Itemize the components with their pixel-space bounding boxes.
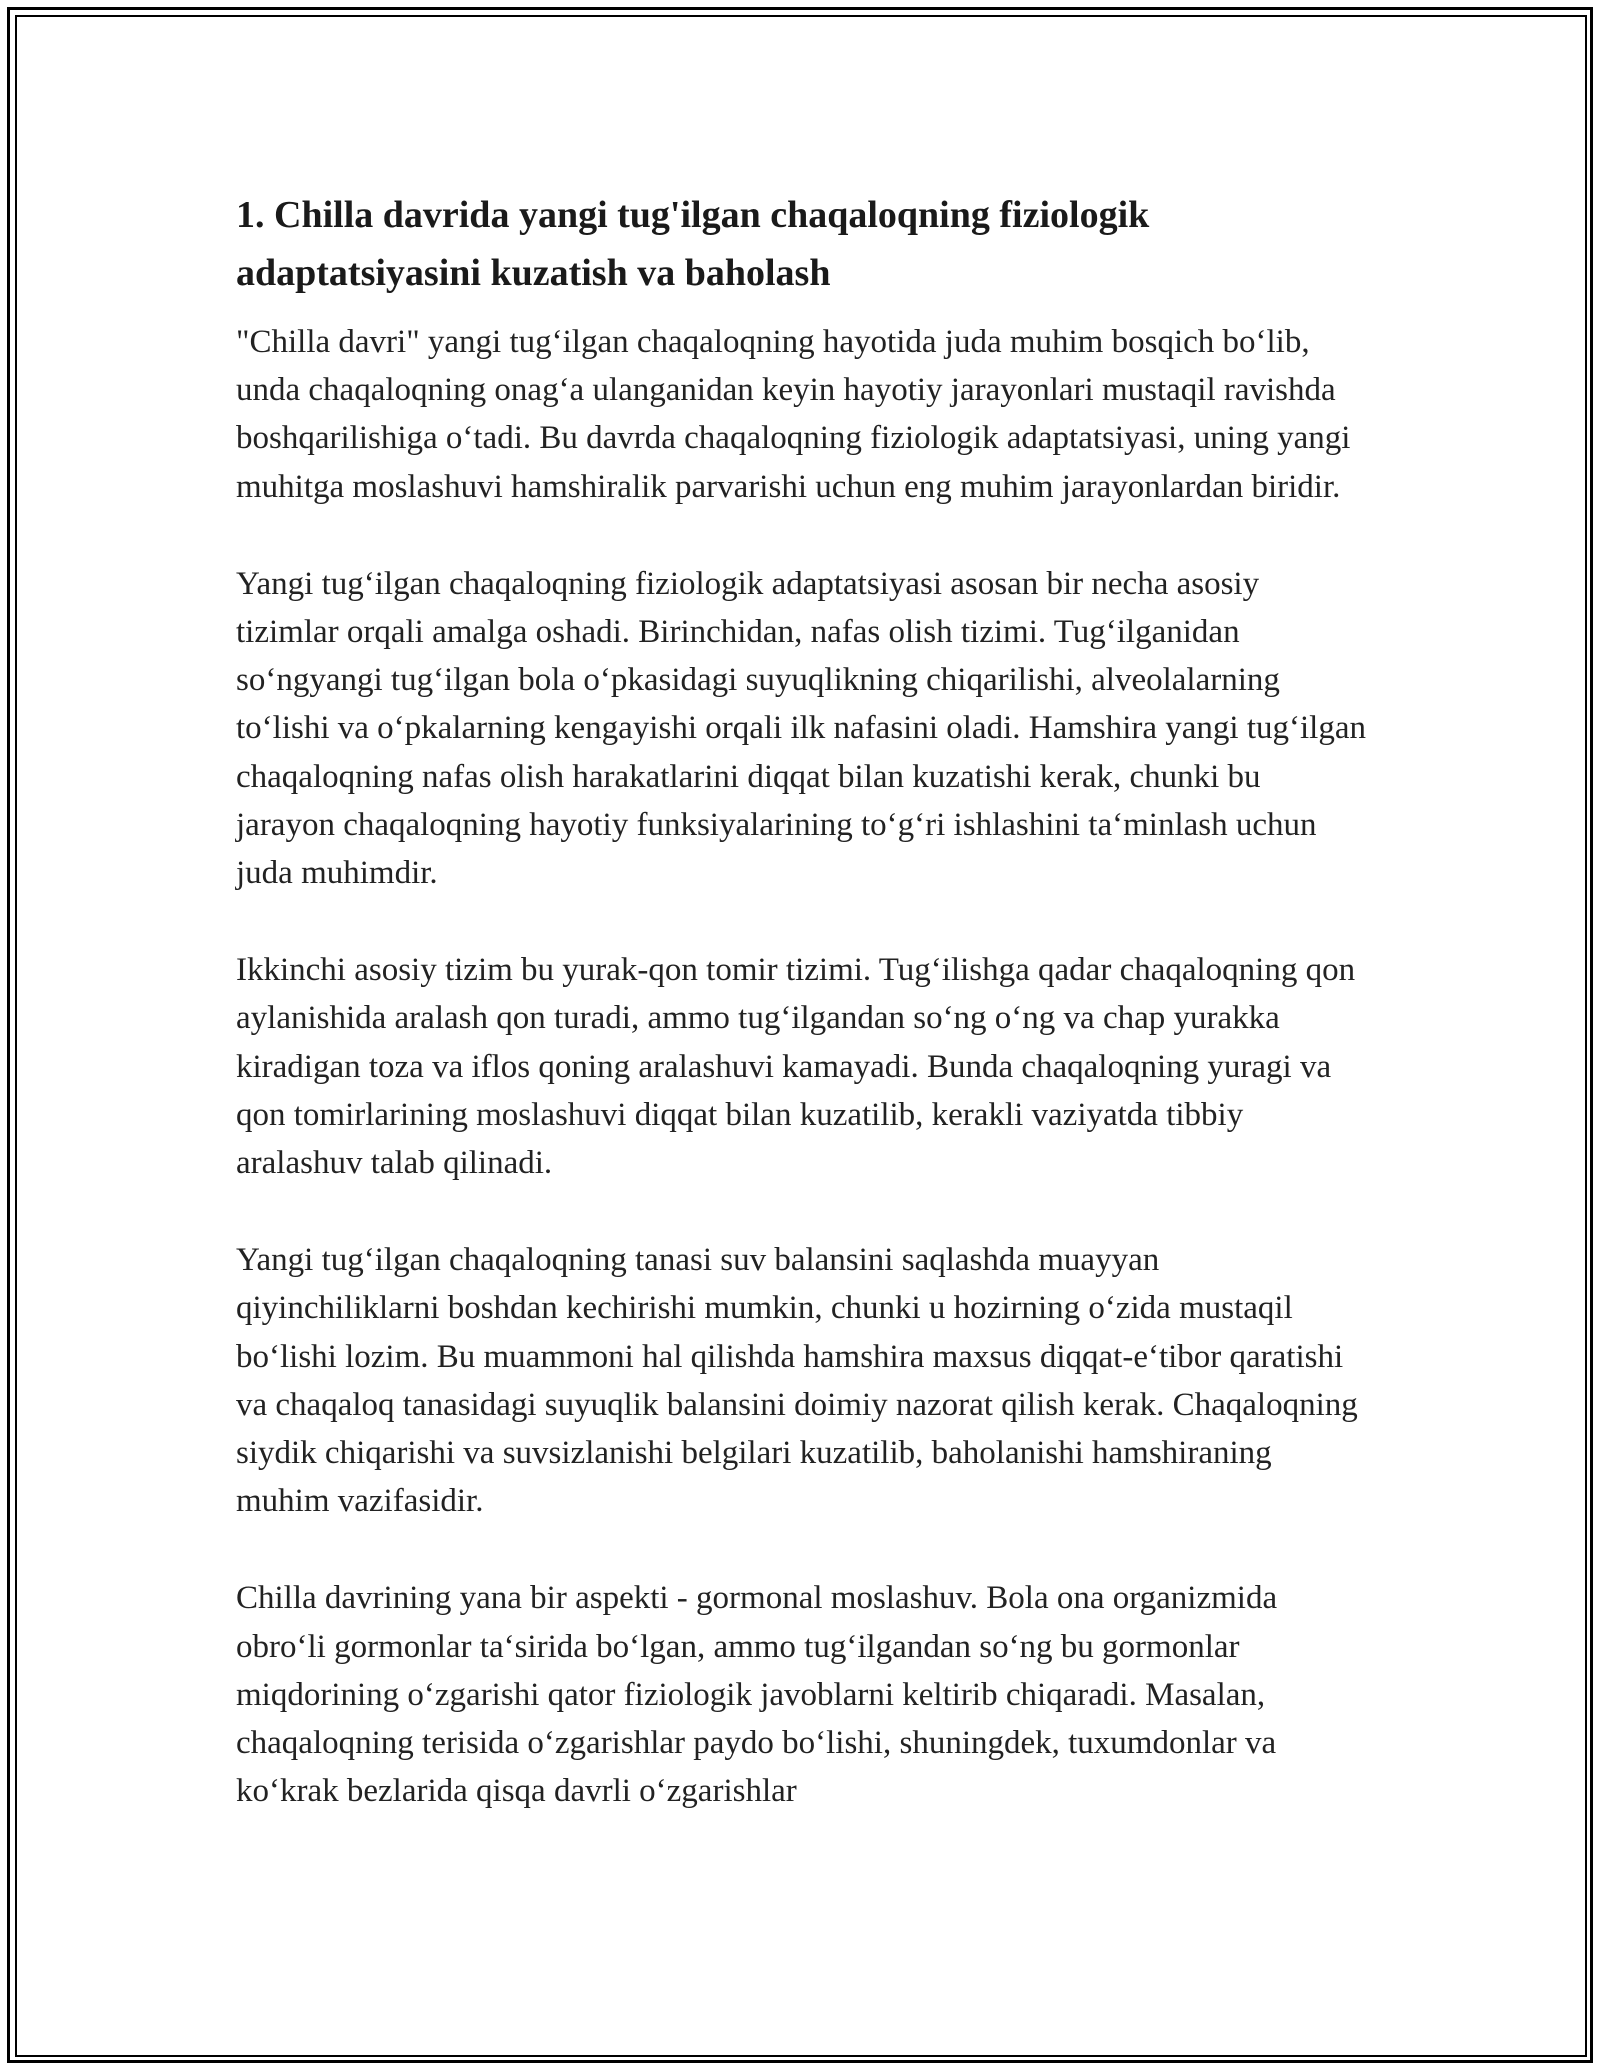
paragraph-fluid-balance: Yangi tug‘ilgan chaqaloqning tanasi suv balansini saqlashda muayyan qiyinchiliklarni boshdan kechirishi mumkin, chunki u hozirning o‘zida mustaqil bo‘lishi lozim. Bu muammoni hal qilishda hamshira maxsus diqqat-e‘tibor qaratishi va chaqaloq tanasidagi suyuqlik balansini doimiy nazorat qilish kerak. Chaqaloqning siydik chiqarishi va suvsizlanishi belgilari kuzatilib, baholanishi hamshiraning muhim vazifasidir. <box>236 1242 1358 1520</box>
paragraph-intro: "Chilla davri" yangi tug‘ilgan chaqaloqning hayotida juda muhim bosqich bo‘lib, unda chaqaloqning onag‘a ulanganidan keyin hayotiy jarayonlari mustaqil ravishda boshqarilishiga o‘tadi. Bu davrda chaqaloqning fiziologik adaptatsiyasi, uning yangi muhitga moslashuvi hamshiralik parvarishi uchun eng muhim jarayonlardan biridir. <box>236 324 1351 505</box>
paragraph-cardiovascular: Ikkinchi asosiy tizim bu yurak-qon tomir tizimi. Tug‘ilishga qadar chaqaloqning qon aylanishida aralash qon turadi, ammo tug‘ilgandan so‘ng o‘ng va chap yurakka kiradigan toza va iflos qoning aralashuvi kamayadi. Bunda chaqaloqning yuragi va qon tomirlarining moslashuvi diqqat bilan kuzatilib, kerakli vaziyatda tibbiy aralashuv talab qilinadi. <box>236 952 1356 1182</box>
document-title: 1. Chilla davrida yangi tug'ilgan chaqaloqning fiziologik adaptatsiyasini kuzatish va baholash <box>236 194 1150 294</box>
paragraph-respiratory: Yangi tug‘ilgan chaqaloqning fiziologik adaptatsiyasi asosan bir necha asosiy tizimlar orqali amalga oshadi. Birinchidan, nafas olish tizimi. Tug‘ilganidan so‘ngyangi tug‘ilgan bola o‘pkasidagi suyuqlikning chiqarilishi, alveolalarning to‘lishi va o‘pkalarning kengayishi orqali ilk nafasini oladi. Hamshira yangi tug‘ilgan chaqaloqning nafas olish harakatlarini diqqat bilan kuzatishi kerak, chunki bu jarayon chaqaloqning hayotiy funksiyalarining to‘g‘ri ishlashini ta‘minlash uchun juda muhimdir. <box>236 565 1366 892</box>
paragraph-hormonal: Chilla davrining yana bir aspekti - gormonal moslashuv. Bola ona organizmida obro‘li gormonlar ta‘sirida bo‘lgan, ammo tug‘ilgandan so‘ng bu gormonlar miqdorining o‘zgarishi qator fiziologik javoblarni keltirib chiqaradi. Masalan, chaqaloqning terisida o‘zgarishlar paydo bo‘lishi, shuningdek, tuxumdonlar va ko‘krak bezlarida qisqa davrli o‘zgarishlar <box>236 1580 1278 1810</box>
document-body <box>236 186 1366 1864</box>
